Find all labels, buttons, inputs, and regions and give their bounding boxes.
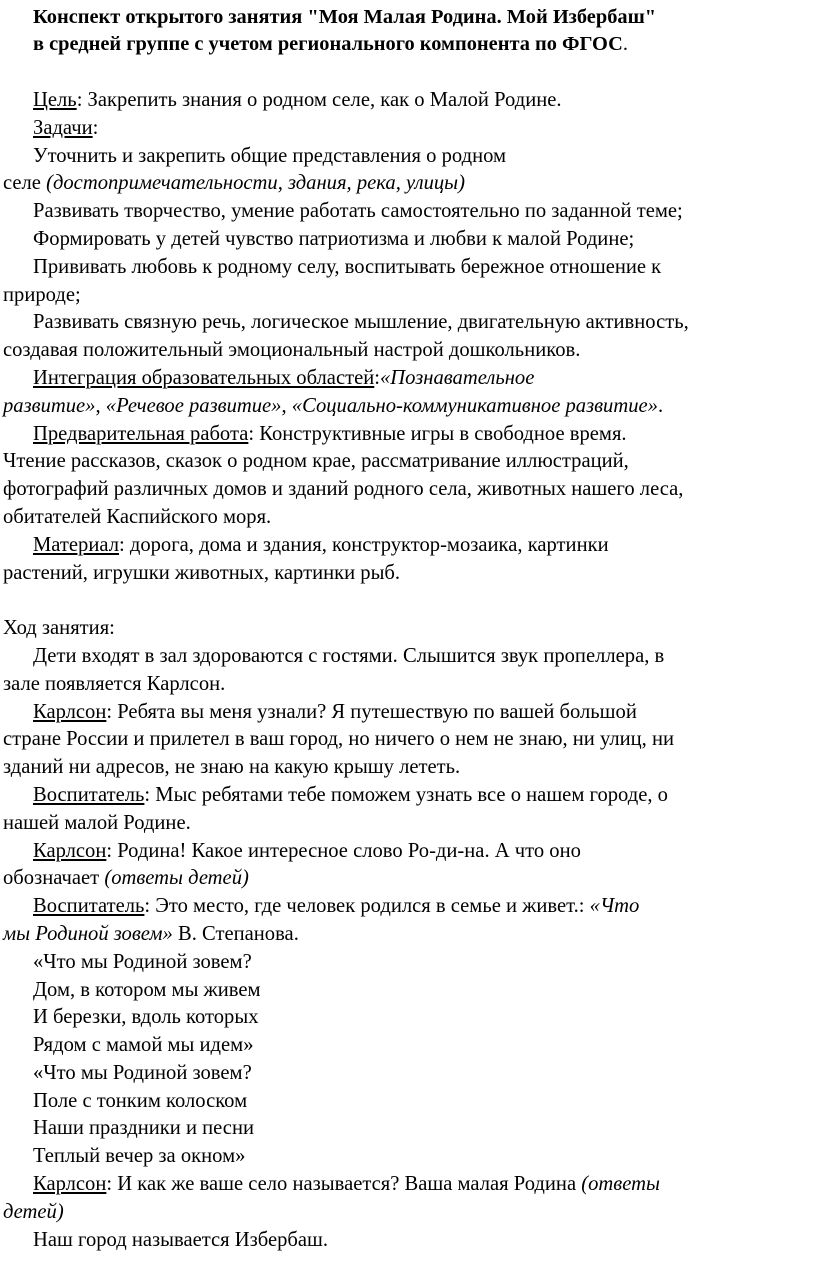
goal-paragraph: Цель: Закрепить знания о родном селе, как о Малой Родине. (33, 89, 562, 111)
poem (3, 949, 813, 1171)
speaker-karlsson: Карлсон (33, 839, 107, 862)
task-4: Прививать любовь к родному селу, воспитывать бережное отношение к природе; (3, 255, 662, 306)
title-line-2: в средней группе с учетом регионального компонента по ФГОС. (33, 33, 628, 55)
teacher-line-2: Воспитатель: Это место, где человек родился в семье и живет.: «Что мы Родиной зовем» В. Степанова. (3, 895, 640, 945)
spacer (3, 587, 813, 615)
karlsson-line-2: Карлсон: Родина! Какое интересное слово Ро-ди-на. А что оно обозначает (ответы детей) (3, 839, 581, 890)
poem-line: «Что мы Родиной зовем? (33, 950, 252, 973)
poem-line: Поле с тонким колоском (33, 1089, 248, 1112)
poem-line: Наши праздники и песни (33, 1117, 254, 1140)
teacher-line-1: Воспитатель: Мыс ребятами тебе поможем узнать все о нашем городе, о нашей малой Родине. (3, 783, 668, 834)
speaker-teacher: Воспитатель (33, 783, 145, 806)
poem-line: И березки, вдоль которых (33, 1006, 259, 1029)
closing-line: Наш город называется Избербаш. (33, 1228, 329, 1251)
poem-line: «Что мы Родиной зовем? (33, 1061, 252, 1084)
title-line-1: Конспект открытого занятия "Моя Малая Родина. Мой Избербаш" (33, 6, 657, 28)
task-1: Уточнить и закрепить общие представления о родном селе (достопримечательности, здания, река, улицы) (3, 144, 507, 195)
speaker-teacher: Воспитатель (33, 895, 145, 918)
poem-line: Рядом с мамой мы идем» (33, 1034, 254, 1057)
task-5: Развивать связную речь, логическое мышление, двигательную активность, создавая положительный эмоциональный настрой дошкольников. (3, 311, 689, 362)
material-label: Материал (33, 533, 119, 556)
prework-paragraph: Предварительная работа: Конструктивные игры в свободное время. Чтение рассказов, сказок о родном крае, рассматривание иллюстраций, фотографий различных домов и зданий родного села, животных нашего леса, обитателей Каспийского моря. (3, 422, 684, 528)
course-intro: Дети входят в зал здороваются с гостями. Слышится звук пропеллера, в зале появляется Карлсон. (3, 644, 665, 695)
integration-paragraph: Интеграция образовательных областей:«Познавательное развитие», «Речевое развитие», «Социально-коммуникативное развитие». (3, 366, 664, 417)
poem-line: Теплый вечер за окном» (33, 1145, 246, 1168)
speaker-karlsson: Карлсон (33, 1173, 107, 1196)
goal-label: Цель (33, 89, 77, 111)
poem-line: Дом, в котором мы живем (33, 978, 261, 1001)
karlsson-line-3: Карлсон: И как же ваше село называется? Ваша малая Родина (ответы детей) (3, 1173, 660, 1223)
tasks-label: Задачи (33, 116, 93, 139)
integration-label: Интеграция образовательных областей (33, 366, 375, 389)
material-paragraph: Материал: дорога, дома и здания, конструктор-мозаика, картинки растений, игрушки животных, картинки рыб. (3, 533, 609, 584)
task-2: Развивать творчество, умение работать самостоятельно по заданной теме; (33, 200, 683, 223)
prework-label: Предварительная работа (33, 422, 249, 445)
speaker-karlsson: Карлсон (33, 700, 107, 723)
task-3: Формировать у детей чувство патриотизма и любви к малой Родине; (33, 227, 635, 250)
karlsson-line-1: Карлсон: Ребята вы меня узнали? Я путешествую по вашей большой стране России и прилетел в ваш город, но ничего о нем не знаю, ни улиц, ни зданий ни адресов, не знаю на какую крышу лететь. (3, 700, 675, 779)
tasks-heading: Задачи: (33, 116, 99, 139)
document-page (3, 0, 813, 1254)
spacer (3, 58, 813, 87)
document-title (3, 4, 813, 58)
course-heading: Ход занятия: (3, 617, 115, 640)
